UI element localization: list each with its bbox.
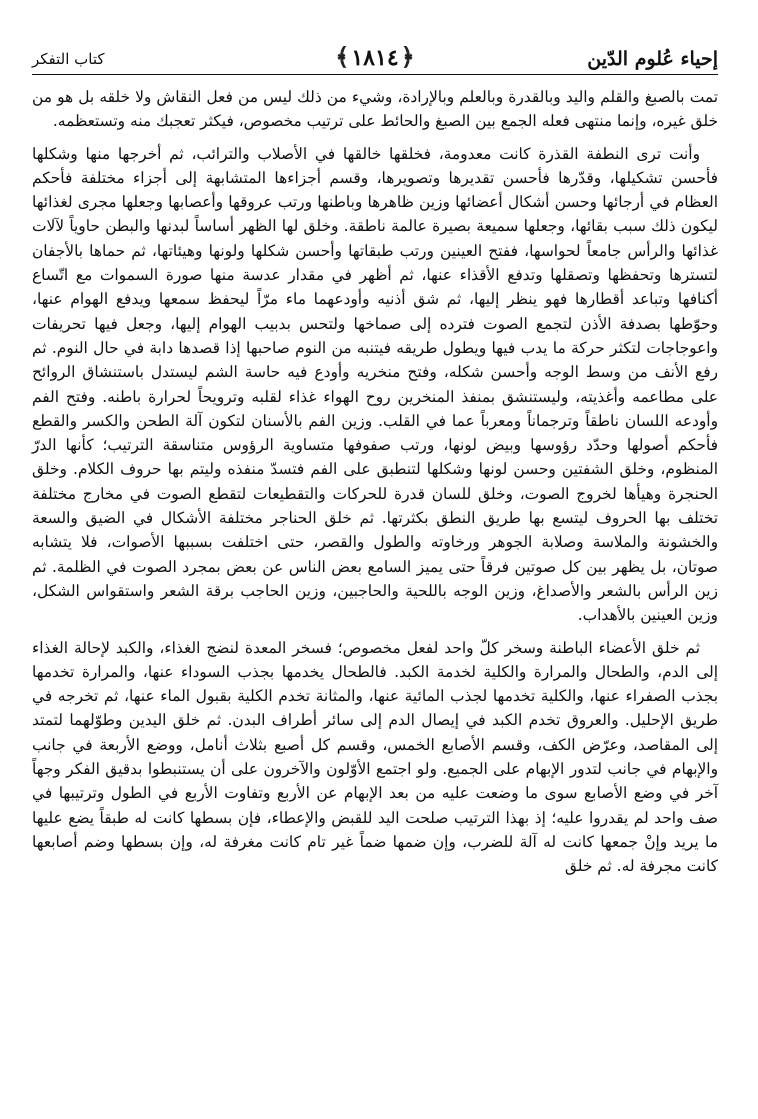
running-header: [32, 34, 718, 75]
page-number-value: ١٨١٤: [351, 45, 399, 71]
body-text: [32, 85, 718, 879]
ornamental-bracket-open: ﴿: [400, 42, 415, 71]
paragraph: وأنت ترى النطفة القذرة كانت معدومة، فخلقها خالقها في الأصلاب والترائب، ثم أخرجها منها وشكلها فأحسن تشكيلها، وقدّرها فأحسن تقديرها وتصويرها، وقسم أجزاءها المتشابهة إلى أجزاء مختلفة فأحكم العظام في أرجائها وحسن أشكال أعضائها وزين ظاهرها وباطنها ورتب عروقها وأعصابها وجعلها مجرى لغذائها ليكون ذلك سبب بقائها، وجعلها سميعة بصيرة عالمة ناطقة. وخلق لها الظهر أساساً لبدنها والبطن حاوياً لآلات غذائها والرأس جامعاً لحواسها، ففتح العينين ورتب طبقاتها وأحسن شكلها ولونها وهيئاتها، ثم حماها بالأجفان لتسترها وتحفظها وتصقلها وتدفع الأقذاء عنها، ثم أظهر في مقدار عدسة منها صورة السموات مع اتّساع أكنافها وتباعد أقطارها فهو ينظر إليها، ثم شق أذنيه وأودعهما ماء مرّاً ليحفظ سمعها ويدفع الهوام عنها، وحوّطها بصدفة الأذن لتجمع الصوت فترده إلى صماخها ولتحس بدبيب الهوام إليها، وجعل فيها تحريفات واعوجاجات لتكثر حركة ما يدب فيها ويطول طريقه فيتنبه من النوم صاحبها إذا قصدها دابة في حال النوم. ثم رفع الأنف من وسط الوجه وأحسن شكله، وفتح منخريه وأودع فيه حاسة الشم ليستدل باستنشاق الروائح على مطاعمه وأغذيته، وليستنشق بمنفذ المنخرين روح الهواء غذاء لقلبه وترويحاً لحرارة باطنه. وفتح الفم وأودعه اللسان ناطقاً وترجماناً ومعرباً عما في القلب. وزين الفم بالأسنان لتكون آلة الطحن والكسر والقطع فأحكم أصولها وحدّد رؤوسها وبيض لونها، ورتب صفوفها متساوية الرؤوس متناسقة الترتيب؛ كأنها الدرّ المنظوم، وخلق الشفتين وحسن لونها وشكلها لتنطبق على الفم فتسدّ منفذه وليتم بها حروف الكلام. وخلق الحنجرة وهيأها لخروج الصوت، وخلق للسان قدرة للحركات والتقطيعات لتقطع الصوت في مخارج مختلفة تختلف بها الحروف ليتسع بها طريق النطق بكثرتها. ثم خلق الحناجر مختلفة الأشكال في الضيق والسعة والخشونة والملاسة وصلابة الجوهر ورخاوته والطول والقصر، حتى اختلفت بسببها الأصوات، فلا يتشابه صوتان، بل يظهر بين كل صوتين فرقاً حتى يميز السامع بعض الناس عن بعض بمجرد الصوت في الظلمة. ثم زين الرأس بالشعر والأصداغ، وزين الوجه باللحية والحاجبين، وزين الحاجب برقة الشعر واستقواس الشكل، وزين العينين بالأهداب.: [32, 144, 718, 625]
ornamental-bracket-close: ﴾: [335, 42, 350, 71]
chapter-title: كتاب التفكر: [32, 50, 105, 68]
book-title: إحياء عُلوم الدّين: [587, 48, 718, 70]
paragraph: تمت بالصبغ والقلم واليد وبالقدرة وبالعلم وبالإرادة، وشيء من ذلك ليس من فعل النقاش ولا خلقه بل هو من خلق غيره، وإنما منتهى فعله الجمع بين الصبغ والحائط على ترتيب مخصوص، فيكثر تعجبك منه وتستعظمه.: [32, 88, 718, 131]
page-number: [333, 42, 416, 71]
paragraph: ثم خلق الأعضاء الباطنة وسخر كلّ واحد لفعل مخصوص؛ فسخر المعدة لنضج الغذاء، والكبد لإحالة الغذاء إلى الدم، والطحال والمرارة والكلية لخدمة الكبد. فالطحال يخدمها بجذب السوداء عنها، والمرارة تخدمها بجذب الصفراء عنها، والكلية تخدمها لجذب المائية عنها، والمثانة تخدم الكلية بقبول الماء عنها، ثم تخرجه في طريق الإحليل. والعروق تخدم الكبد في إيصال الدم إلى سائر أطراف البدن. ثم خلق اليدين وطوّلهما لتمتد إلى المقاصد، وعرّض الكف، وقسم الأصابع الخمس، وقسم كل أصبع بثلاث أنامل، ووضع الأربعة في جانب والإبهام في جانب لتدور الإبهام على الجميع. ولو اجتمع الأوّلون والآخرون على أن يستنبطوا بدقيق الفكر وجهاً آخر في وضع الأصابع سوى ما وضعت عليه من بعد الإبهام عن الأربع وتفاوت الأربع في الطول وترتيبها في صف واحد لم يقدروا عليه؛ إذ بهذا الترتيب صلحت اليد للقبض والإعطاء، فإن بسطها كانت له طبقاً يضع عليها ما يريد وإنْ جمعها كانت له آلة للضرب، وإن ضمها ضماً غير تام كانت مغرفة له، وإن بسطها وضم أصابعها كانت مجرفة له. ثم خلق: [32, 638, 718, 876]
